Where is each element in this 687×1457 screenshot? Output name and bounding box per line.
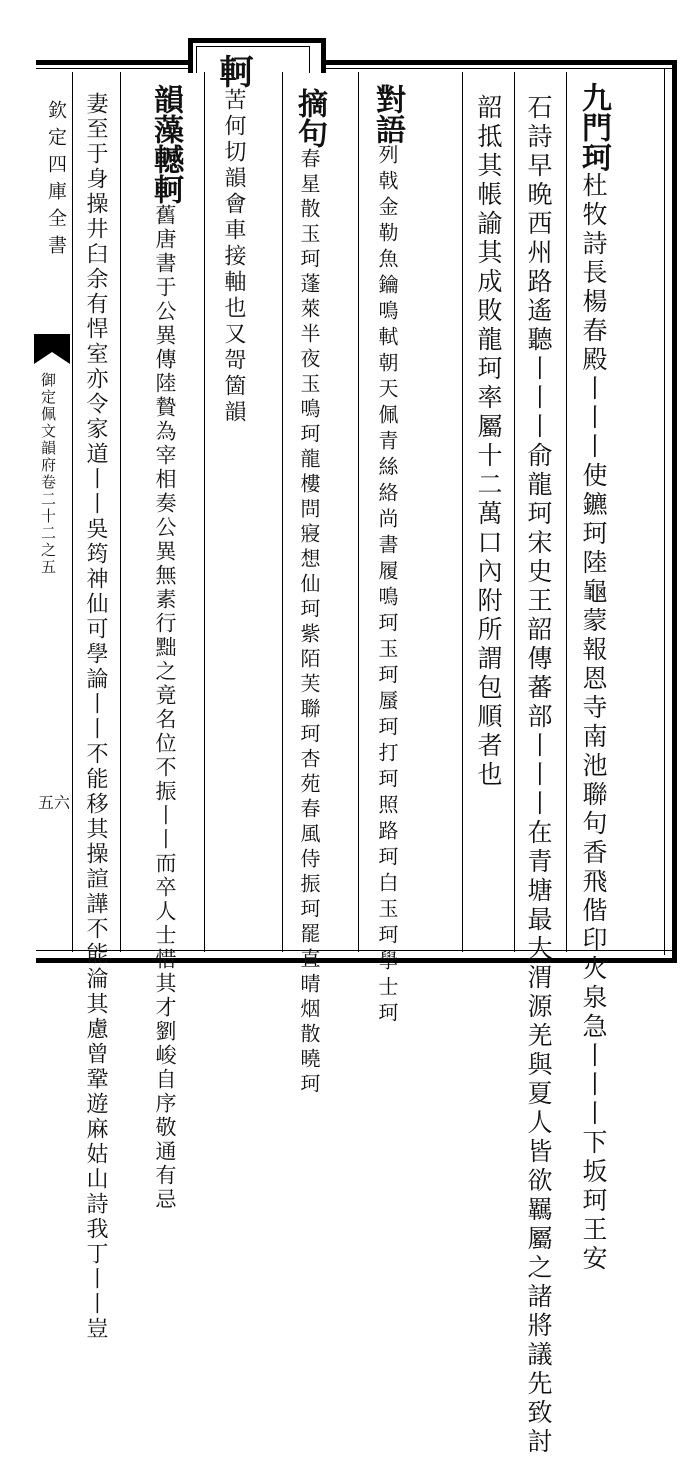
book-title: 欽定四庫全書: [45, 100, 67, 262]
column-rule: [120, 72, 121, 952]
column-rule: [566, 72, 567, 952]
fishtail-mark: [34, 334, 70, 364]
column-1: [576, 82, 611, 1274]
column-7: [148, 84, 183, 1212]
frame-top-inner-border: [36, 68, 676, 69]
frame-right-inner-border: [664, 68, 665, 955]
column-rule: [282, 72, 283, 952]
column-3: 韶抵其帳諭其成敗龍珂率屬十二萬口內附所謂包順者也: [474, 94, 503, 790]
column-rule: [462, 72, 463, 952]
entry-head: 九門珂: [576, 82, 611, 172]
column-rule: [204, 72, 205, 952]
column-8: 妻至于身操井臼余有悍室亦令家道丨丨吳筠神仙可學論丨丨不能移其操諠譁不能淪其慮曾鞏遊麻姑山詩我丁丨丨豈: [83, 92, 108, 1342]
page-number: 五六: [38, 793, 71, 812]
column-rule: [72, 72, 73, 952]
section-head: 對語: [370, 84, 405, 144]
column-rule: [358, 72, 359, 952]
column-6: [213, 54, 253, 426]
section-head: 韻藻轗軻: [148, 84, 183, 204]
column-text: 杜牧詩長楊春殿丨丨丨使鑣珂陸龜蒙報恩寺南池聯句香飛偕印火泉急丨丨丨下坂珂王安: [579, 172, 608, 1274]
rhyme-head: 軻: [213, 54, 253, 88]
frame-right-border: [672, 60, 677, 963]
column-4: [370, 84, 405, 1028]
column-text: 列戟金勒魚鑰鳴軾朝天佩青絲絡尚書履鳴珂玉珂蜃珂打珂照路珂白玉珂學士珂: [375, 144, 399, 1028]
volume-title: 御定佩文韻府卷二十二之五: [39, 372, 57, 576]
frame-top-border: [36, 60, 676, 65]
column-5: [292, 88, 327, 1098]
section-head: 摘句: [292, 88, 327, 148]
column-text: 苦何切韻會車接軸也又哿箇韻: [221, 88, 246, 426]
column-text: 春星散玉珂蓬萊半夜玉鳴珂龍樓問寢想仙珂紫陌芙聯珂杏苑春風侍振珂罷直晴烟散曉珂: [297, 148, 321, 1098]
column-text: 舊唐書于公異傳陸贄為宰相奏公異無素行黜之竟名位不振丨丨而卒人士惜其才劉峻自序敬通有忌: [153, 204, 177, 1212]
column-rule: [514, 72, 515, 952]
column-2: 石詩早晩西州路遙聽丨丨丨俞龍珂宋史王韶傳蕃部丨丨丨在青塘最大渭源羌與夏人皆欲羈屬之諸將議先致討: [524, 94, 553, 1457]
